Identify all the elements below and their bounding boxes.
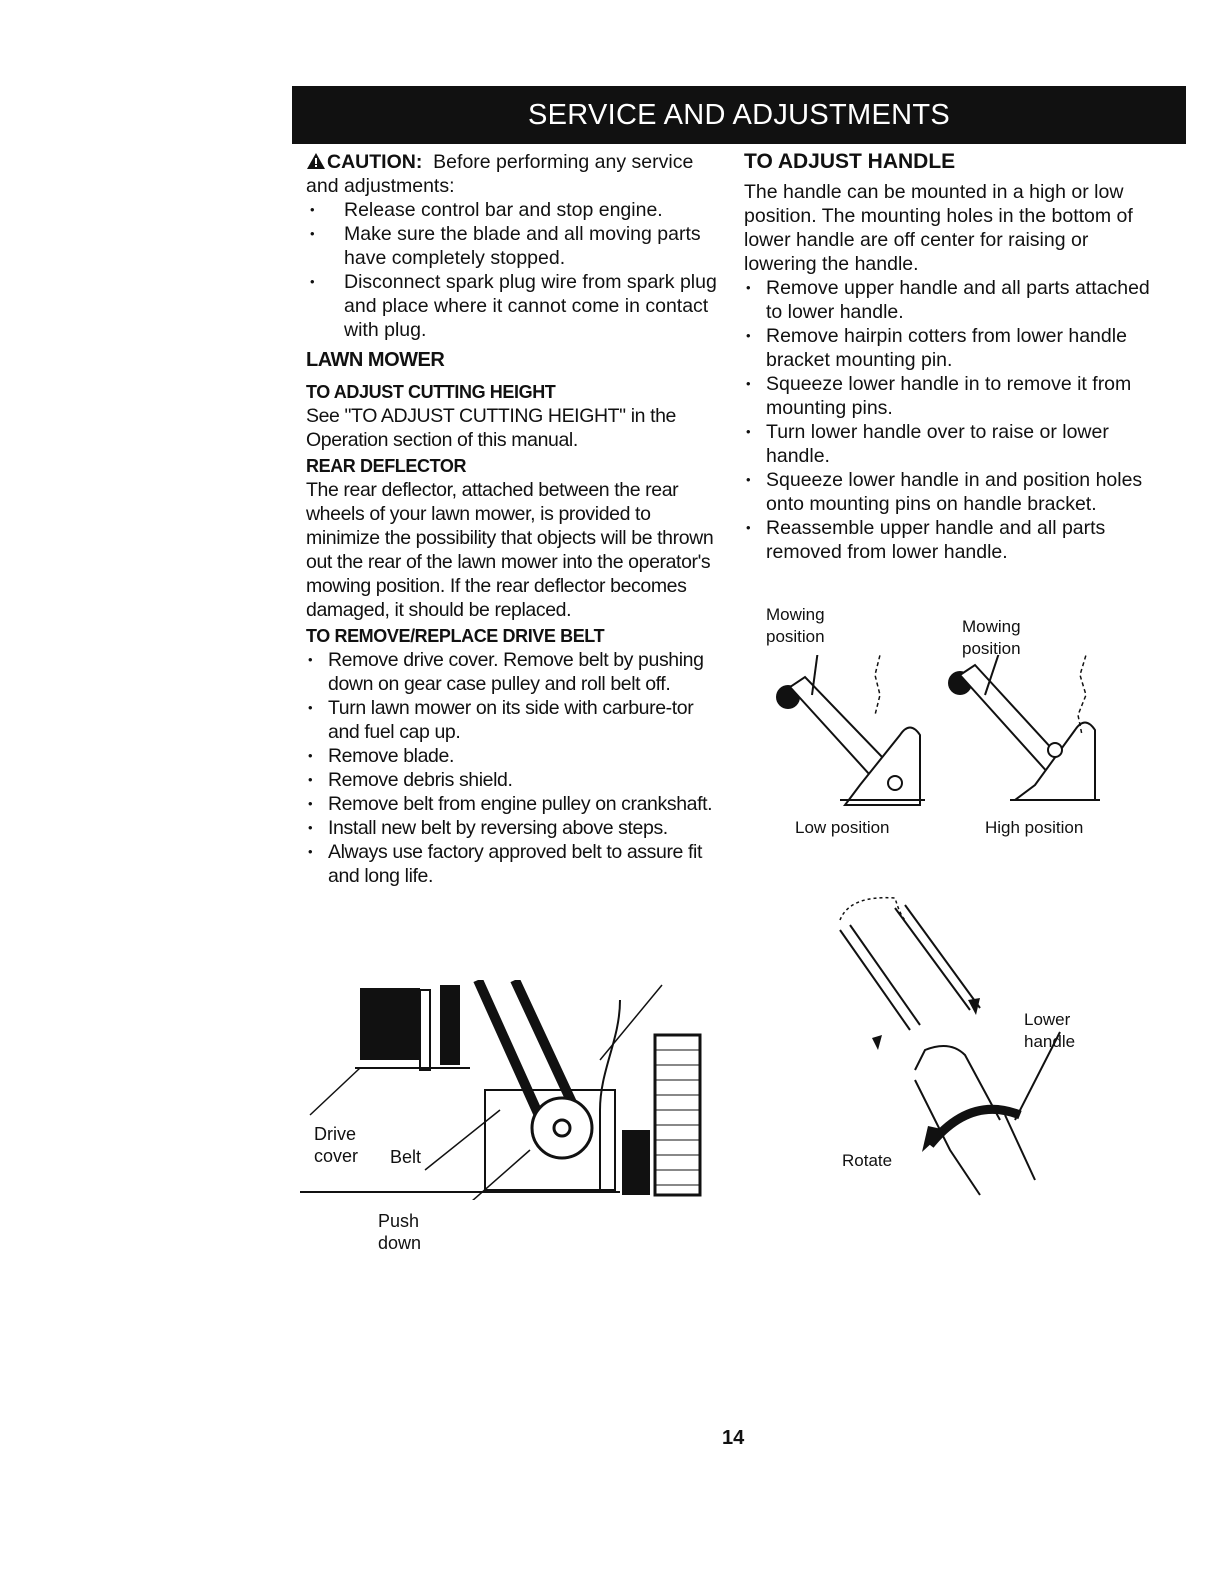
low-position-label: Low position <box>795 818 890 837</box>
drive-cover-label: Drive cover <box>314 1124 359 1166</box>
caution-intro-text: Before performing any service and adjustments: <box>306 151 694 197</box>
adjust-handle-item: • Reassemble upper handle and all parts removed from lower handle. <box>744 516 1164 564</box>
adjust-handle-item: • Squeeze lower handle in and position holes onto mounting pins on handle bracket. <box>744 468 1164 516</box>
caution-item: • Make sure the blade and all moving parts have completely stopped. <box>306 222 726 270</box>
adjust-handle-heading: TO ADJUST HANDLE <box>744 150 956 173</box>
rear-deflector-text: The rear deflector, attached between the rear wheels of your lawn mower, is provided to minimize the possibility that objects will be thrown out the rear of the lawn mower into the operator's mowing position. If the rear deflector becomes damaged, it should be replaced. <box>306 479 714 621</box>
drive-belt-list <box>306 648 726 888</box>
drive-belt-illustration <box>300 980 710 1200</box>
cutting-height-text: See "TO ADJUST CUTTING HEIGHT" in the Operation section of this manual. <box>306 405 676 451</box>
adjust-handle-item: • Remove upper handle and all parts attached to lower handle. <box>744 276 1164 324</box>
lawn-mower-heading: LAWN MOWER <box>306 349 445 371</box>
mowing-position-right-label: Mowing position <box>962 617 1021 658</box>
high-position-drawing <box>948 655 1100 800</box>
warning-triangle-icon <box>306 152 326 170</box>
drive-belt-item: • Remove debris shield. <box>306 768 726 792</box>
drive-belt-item: • Install new belt by reversing above steps. <box>306 816 726 840</box>
drive-belt-item: • Remove belt from engine pulley on crankshaft. <box>306 792 726 816</box>
drive-belt-item: • Remove drive cover. Remove belt by pushing down on gear case pulley and roll belt off. <box>306 648 726 696</box>
mowing-position-left-label: Mowing position <box>766 605 825 646</box>
adjust-handle-list <box>744 276 1164 564</box>
drive-belt-heading: TO REMOVE/REPLACE DRIVE BELT <box>306 626 605 646</box>
lower-handle-label: Lower handle <box>1024 1010 1076 1051</box>
adjust-handle-item: • Turn lower handle over to raise or lower handle. <box>744 420 1164 468</box>
push-down-label: Push down <box>378 1211 422 1253</box>
caution-intro <box>306 150 726 198</box>
caution-list <box>306 198 726 342</box>
caution-label: CAUTION: <box>327 151 423 173</box>
rotate-label: Rotate <box>842 1151 893 1170</box>
page-banner-title: SERVICE AND ADJUSTMENTS <box>292 86 1186 144</box>
handle-position-illustration <box>760 655 1120 815</box>
caution-item: • Release control bar and stop engine. <box>306 198 726 222</box>
drive-belt-item: • Always use factory approved belt to assure fit and long life. <box>306 840 726 888</box>
cutting-height-heading: TO ADJUST CUTTING HEIGHT <box>306 382 556 402</box>
adjust-handle-text: The handle can be mounted in a high or low position. The mounting holes in the bottom of lower handle are off center for raising or lowering the handle. <box>744 181 1133 275</box>
left-column <box>306 150 726 888</box>
drive-belt-item: • Remove blade. <box>306 744 726 768</box>
adjust-handle-item: • Squeeze lower handle in to remove it from mounting pins. <box>744 372 1164 420</box>
drive-belt-item: • Turn lawn mower on its side with carbure-tor and fuel cap up. <box>306 696 726 744</box>
page-number: 14 <box>722 1427 745 1449</box>
rear-deflector-heading: REAR DEFLECTOR <box>306 456 467 476</box>
adjust-handle-item: • Remove hairpin cotters from lower handle bracket mounting pin. <box>744 324 1164 372</box>
right-column <box>744 150 1164 564</box>
caution-item: • Disconnect spark plug wire from spark plug and place where it cannot come in contact with plug. <box>306 270 726 342</box>
belt-label: Belt <box>390 1147 422 1167</box>
low-position-drawing <box>776 655 925 805</box>
high-position-label: High position <box>985 818 1084 837</box>
